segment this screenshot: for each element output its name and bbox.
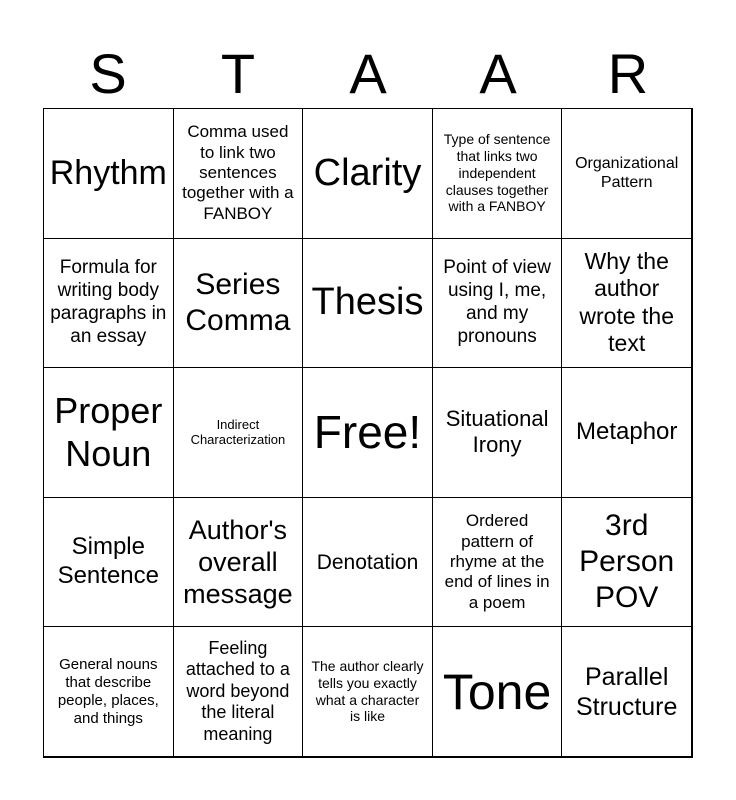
bingo-cell[interactable]: Thesis: [302, 238, 433, 369]
bingo-cell[interactable]: Comma used to link two sentences together with a FANBOY: [173, 108, 304, 239]
bingo-cell[interactable]: Simple Sentence: [43, 497, 174, 628]
bingo-cell[interactable]: Author's overall message: [173, 497, 304, 628]
bingo-cell[interactable]: Indirect Characterization: [173, 367, 304, 498]
bingo-cell[interactable]: Ordered pattern of rhyme at the end of lines in a poem: [432, 497, 563, 628]
bingo-cell[interactable]: Series Comma: [173, 238, 304, 369]
bingo-cell[interactable]: Situational Irony: [432, 367, 563, 498]
header-letter: T: [220, 42, 256, 105]
bingo-cell[interactable]: Organizational Pattern: [561, 108, 692, 239]
bingo-cell[interactable]: Tone: [432, 626, 563, 757]
header-letter: R: [607, 42, 649, 105]
bingo-cell[interactable]: Metaphor: [561, 367, 692, 498]
bingo-cell[interactable]: General nouns that describe people, places, and things: [43, 626, 174, 757]
bingo-cell[interactable]: Rhythm: [43, 108, 174, 239]
header-letter: S: [89, 42, 127, 105]
bingo-header: [43, 40, 693, 108]
bingo-cell[interactable]: 3rd Person POV: [561, 497, 692, 628]
bingo-cell[interactable]: Point of view using I, me, and my pronouns: [432, 238, 563, 369]
bingo-grid: [43, 108, 693, 758]
bingo-cell[interactable]: Why the author wrote the text: [561, 238, 692, 369]
bingo-cell[interactable]: Feeling attached to a word beyond the literal meaning: [173, 626, 304, 757]
bingo-cell[interactable]: Proper Noun: [43, 367, 174, 498]
header-letter: A: [479, 42, 517, 105]
bingo-cell[interactable]: Clarity: [302, 108, 433, 239]
bingo-cell[interactable]: The author clearly tells you exactly what a character is like: [302, 626, 433, 757]
bingo-cell[interactable]: Denotation: [302, 497, 433, 628]
bingo-cell[interactable]: Free!: [302, 367, 433, 498]
header-letter: A: [349, 42, 387, 105]
bingo-cell[interactable]: Type of sentence that links two independent clauses together with a FANBOY: [432, 108, 563, 239]
bingo-cell[interactable]: Parallel Structure: [561, 626, 692, 757]
bingo-cell[interactable]: Formula for writing body paragraphs in an essay: [43, 238, 174, 369]
